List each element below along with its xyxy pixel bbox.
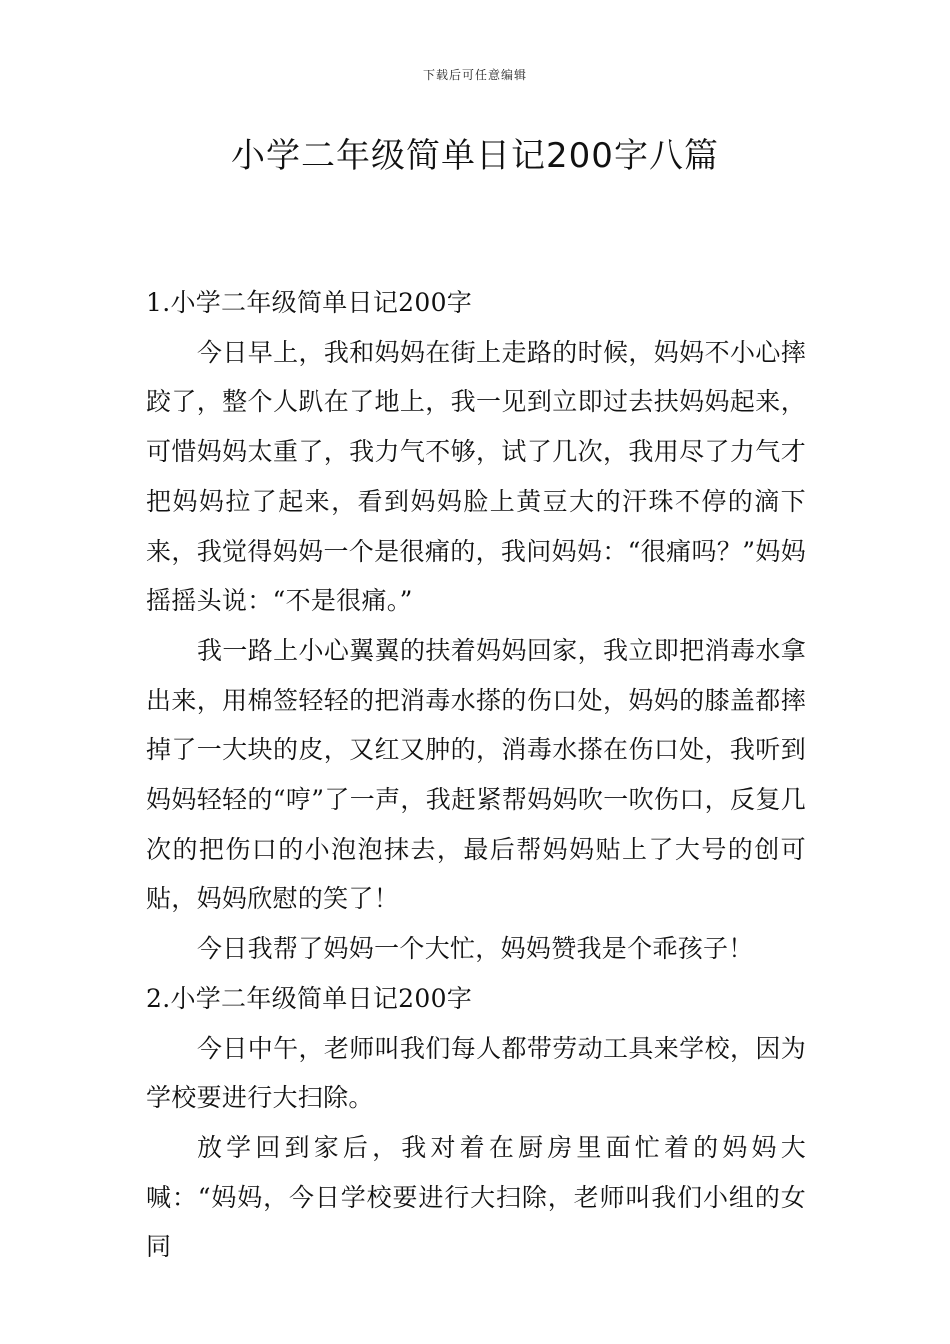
paragraph: 我一路上小心翼翼的扶着妈妈回家，我立即把消毒水拿出来，用棉签轻轻的把消毒水搽的伤口处，妈妈的膝盖都摔掉了一大块的皮，又红又肿的，消毒水搽在伤口处，我听到妈妈轻轻的“哼”了一声，我赶紧帮妈妈吹一吹伤口，反复几次的把伤口的小泡泡抹去，最后帮妈妈贴上了大号的创可贴，妈妈欣慰的笑了！ [146, 635, 806, 914]
paragraph: 放学回到家后，我对着在厨房里面忙着的妈妈大喊：“妈妈，今日学校要进行大扫除，老师叫我们小组的女同 [146, 1132, 806, 1262]
section-heading: 2.小学二年级简单日记200字 [146, 983, 473, 1013]
section-heading: 1.小学二年级简单日记200字 [146, 288, 473, 317]
paragraph: 今日早上，我和妈妈在街上走路的时候，妈妈不小心摔跤了，整个人趴在了地上，我一见到立即过去扶妈妈起来，可惜妈妈太重了，我力气不够，试了几次，我用尽了力气才把妈妈拉了起来，看到妈妈脸上黄豆大的汗珠不停的滴下来，我觉得妈妈一个是很痛的，我问妈妈：“很痛吗？”妈妈摇摇头说：“不是很痛。” [146, 337, 806, 616]
document-title: 小学二年级简单日记200字八篇 [231, 136, 719, 176]
paragraph: 今日中午，老师叫我们每人都带劳动工具来学校，因为学校要进行大扫除。 [146, 1033, 806, 1113]
document-body [146, 278, 806, 1272]
paragraph: 今日我帮了妈妈一个大忙，妈妈赞我是个乖孩子！ [197, 934, 754, 964]
header-note: 下载后可任意编辑 [422, 68, 527, 82]
